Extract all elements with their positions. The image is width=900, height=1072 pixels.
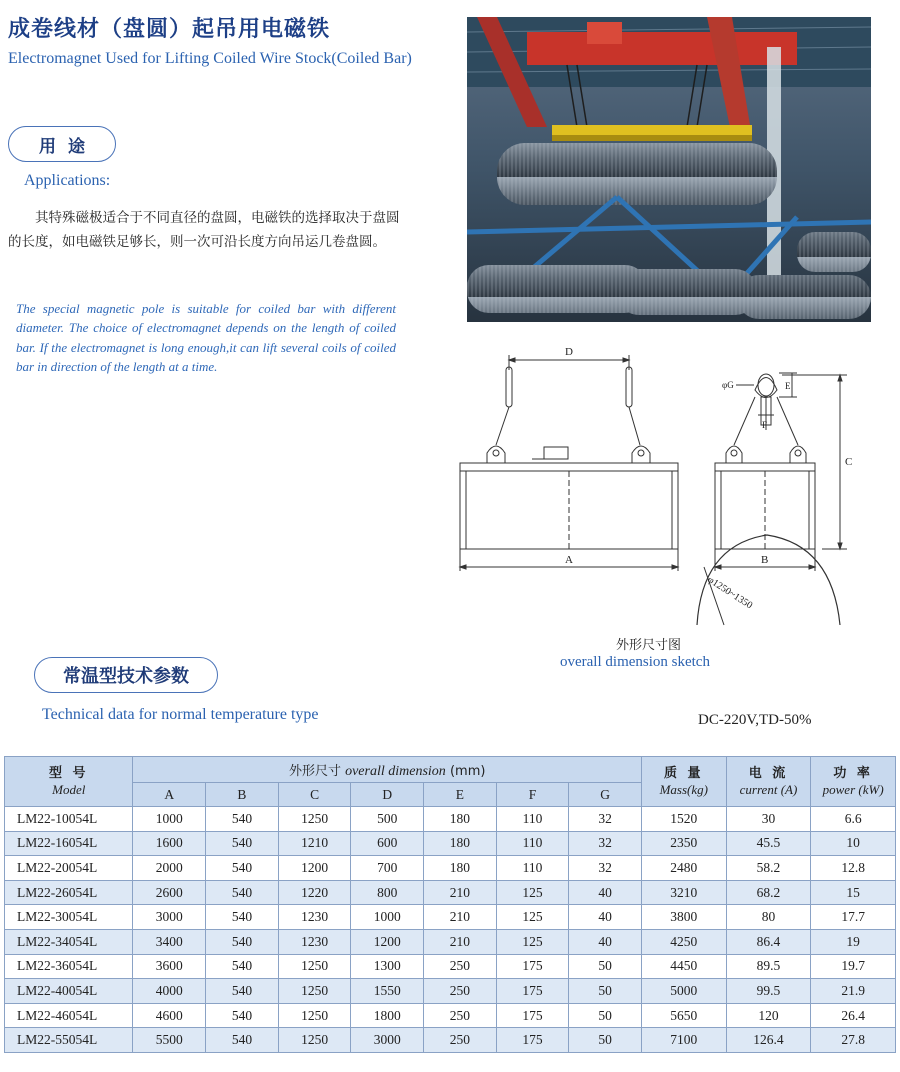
- cell-current: 86.4: [726, 929, 811, 954]
- cell-current: 80: [726, 905, 811, 930]
- cell-d: 3000: [351, 1028, 424, 1053]
- cell-b: 540: [206, 831, 279, 856]
- cell-b: 540: [206, 905, 279, 930]
- page-title: 成卷线材（盘圆）起吊用电磁铁: [8, 17, 331, 42]
- applications-text-cn: 其特殊磁极适合于不同直径的盘圆，电磁铁的选择取决于盘圆的长度，如电磁铁足够长，则一次可沿长度方向吊运几卷盘圆。: [8, 210, 400, 250]
- cell-g: 32: [569, 856, 642, 881]
- cell-mass: 1520: [641, 807, 726, 832]
- header-mass: 质 量 Mass(kg): [641, 757, 726, 807]
- table-row: [5, 929, 896, 954]
- page-subtitle: Electromagnet Used for Lifting Coiled Wire Stock(Coiled Bar): [8, 50, 412, 67]
- cell-mass: 4450: [641, 954, 726, 979]
- cell-model: LM22-16054L: [5, 831, 133, 856]
- table-row: [5, 954, 896, 979]
- cell-d: 1200: [351, 929, 424, 954]
- table-row: [5, 979, 896, 1004]
- cell-a: 5500: [133, 1028, 206, 1053]
- dim-label-g: φG: [722, 380, 734, 390]
- cell-mass: 3800: [641, 905, 726, 930]
- header-col-d: D: [351, 783, 424, 807]
- header-col-f: F: [496, 783, 569, 807]
- cell-current: 68.2: [726, 880, 811, 905]
- cell-power: 15: [811, 880, 896, 905]
- cell-g: 32: [569, 831, 642, 856]
- dim-label-e: E: [785, 381, 791, 391]
- cell-b: 540: [206, 1028, 279, 1053]
- cell-current: 89.5: [726, 954, 811, 979]
- cell-d: 1800: [351, 1003, 424, 1028]
- header-col-c: C: [278, 783, 351, 807]
- cell-g: 50: [569, 954, 642, 979]
- cell-b: 540: [206, 929, 279, 954]
- cell-b: 540: [206, 856, 279, 881]
- cell-e: 250: [424, 979, 497, 1004]
- cell-power: 19: [811, 929, 896, 954]
- table-row: [5, 856, 896, 881]
- cell-current: 45.5: [726, 831, 811, 856]
- cell-model: LM22-36054L: [5, 954, 133, 979]
- crane-lifting-coils-photo: [467, 17, 871, 322]
- cell-current: 58.2: [726, 856, 811, 881]
- cell-e: 210: [424, 929, 497, 954]
- cell-g: 40: [569, 929, 642, 954]
- cell-c: 1250: [278, 807, 351, 832]
- cell-g: 50: [569, 1003, 642, 1028]
- dim-label-b: B: [761, 554, 769, 566]
- power-supply-note: DC-220V,TD-50%: [698, 712, 812, 728]
- cell-d: 700: [351, 856, 424, 881]
- dim-label-coil: φ1250~1350: [705, 574, 755, 612]
- cell-current: 126.4: [726, 1028, 811, 1053]
- cell-d: 800: [351, 880, 424, 905]
- header-power: 功 率 power (kW): [811, 757, 896, 807]
- cell-e: 180: [424, 831, 497, 856]
- cell-a: 1600: [133, 831, 206, 856]
- cell-c: 1250: [278, 954, 351, 979]
- cell-a: 3000: [133, 905, 206, 930]
- cell-a: 4000: [133, 979, 206, 1004]
- table-row: [5, 831, 896, 856]
- cell-f: 175: [496, 1003, 569, 1028]
- header-current: 电 流 current (A): [726, 757, 811, 807]
- cell-d: 600: [351, 831, 424, 856]
- cell-model: LM22-40054L: [5, 979, 133, 1004]
- sketch-caption-en: overall dimension sketch: [560, 654, 710, 670]
- cell-b: 540: [206, 880, 279, 905]
- cell-d: 500: [351, 807, 424, 832]
- table-row: [5, 1003, 896, 1028]
- cell-f: 110: [496, 807, 569, 832]
- cell-f: 110: [496, 831, 569, 856]
- cell-model: LM22-46054L: [5, 1003, 133, 1028]
- cell-c: 1250: [278, 1028, 351, 1053]
- table-row: [5, 905, 896, 930]
- cell-power: 21.9: [811, 979, 896, 1004]
- cell-a: 3400: [133, 929, 206, 954]
- cell-mass: 2480: [641, 856, 726, 881]
- cell-d: 1550: [351, 979, 424, 1004]
- dim-label-c: C: [845, 456, 853, 468]
- cell-mass: 2350: [641, 831, 726, 856]
- cell-a: 1000: [133, 807, 206, 832]
- table-row: [5, 880, 896, 905]
- tech-data-heading: Technical data for normal temperature type: [42, 706, 319, 723]
- cell-f: 175: [496, 979, 569, 1004]
- cell-a: 3600: [133, 954, 206, 979]
- table-row: [5, 807, 896, 832]
- cell-power: 19.7: [811, 954, 896, 979]
- applications-pill: 用途: [8, 126, 116, 162]
- cell-b: 540: [206, 1003, 279, 1028]
- cell-a: 4600: [133, 1003, 206, 1028]
- cell-model: LM22-55054L: [5, 1028, 133, 1053]
- cell-power: 10: [811, 831, 896, 856]
- cell-f: 125: [496, 880, 569, 905]
- cell-f: 175: [496, 1028, 569, 1053]
- front-view: [460, 346, 678, 571]
- sketch-caption-cn: 外形尺寸图: [616, 638, 682, 653]
- cell-b: 540: [206, 807, 279, 832]
- cell-e: 210: [424, 880, 497, 905]
- cell-mass: 5650: [641, 1003, 726, 1028]
- cell-g: 50: [569, 1028, 642, 1053]
- cell-mass: 7100: [641, 1028, 726, 1053]
- cell-model: LM22-34054L: [5, 929, 133, 954]
- cell-g: 40: [569, 905, 642, 930]
- cell-a: 2600: [133, 880, 206, 905]
- cell-c: 1230: [278, 929, 351, 954]
- cell-f: 175: [496, 954, 569, 979]
- cell-e: 250: [424, 1028, 497, 1053]
- cell-mass: 4250: [641, 929, 726, 954]
- cell-c: 1220: [278, 880, 351, 905]
- dim-label-f: F: [762, 420, 768, 430]
- cell-f: 125: [496, 905, 569, 930]
- cell-e: 210: [424, 905, 497, 930]
- dim-label-d: D: [565, 346, 573, 358]
- spec-table: [4, 756, 896, 1053]
- header-col-a: A: [133, 783, 206, 807]
- cell-power: 12.8: [811, 856, 896, 881]
- cell-current: 30: [726, 807, 811, 832]
- cell-e: 250: [424, 1003, 497, 1028]
- cell-g: 40: [569, 880, 642, 905]
- cell-c: 1250: [278, 979, 351, 1004]
- cell-c: 1200: [278, 856, 351, 881]
- cell-e: 250: [424, 954, 497, 979]
- cell-f: 125: [496, 929, 569, 954]
- cell-current: 99.5: [726, 979, 811, 1004]
- cell-model: LM22-20054L: [5, 856, 133, 881]
- cell-d: 1000: [351, 905, 424, 930]
- tech-data-pill: 常温型技术参数: [34, 657, 218, 693]
- header-col-e: E: [424, 783, 497, 807]
- cell-power: 27.8: [811, 1028, 896, 1053]
- dim-label-a: A: [565, 554, 573, 566]
- cell-power: 6.6: [811, 807, 896, 832]
- cell-mass: 3210: [641, 880, 726, 905]
- cell-model: LM22-30054L: [5, 905, 133, 930]
- cell-b: 540: [206, 979, 279, 1004]
- dimension-sketch: [452, 335, 872, 635]
- cell-d: 1300: [351, 954, 424, 979]
- cell-g: 32: [569, 807, 642, 832]
- header-col-b: B: [206, 783, 279, 807]
- applications-text-en: The special magnetic pole is suitable for coiled bar with different diameter. The choice of electromagnet depends on the length of coiled bar. If the electromagnet is long enough,it can lift several coils of coiled bar in direction of the length at a time.: [16, 301, 396, 374]
- cell-power: 17.7: [811, 905, 896, 930]
- side-view: [697, 373, 852, 625]
- spec-table-body: [5, 807, 896, 1053]
- cell-current: 120: [726, 1003, 811, 1028]
- cell-power: 26.4: [811, 1003, 896, 1028]
- cell-a: 2000: [133, 856, 206, 881]
- cell-model: LM22-10054L: [5, 807, 133, 832]
- cell-model: LM22-26054L: [5, 880, 133, 905]
- header-model: 型 号 Model: [5, 757, 133, 807]
- cell-c: 1230: [278, 905, 351, 930]
- header-overall-dimension: 外形尺寸 overall dimension (mm): [133, 757, 641, 783]
- header-col-g: G: [569, 783, 642, 807]
- cell-mass: 5000: [641, 979, 726, 1004]
- table-row: [5, 1028, 896, 1053]
- cell-e: 180: [424, 856, 497, 881]
- cell-e: 180: [424, 807, 497, 832]
- cell-f: 110: [496, 856, 569, 881]
- applications-heading: Applications:: [24, 172, 111, 189]
- cell-g: 50: [569, 979, 642, 1004]
- cell-c: 1250: [278, 1003, 351, 1028]
- cell-c: 1210: [278, 831, 351, 856]
- cell-b: 540: [206, 954, 279, 979]
